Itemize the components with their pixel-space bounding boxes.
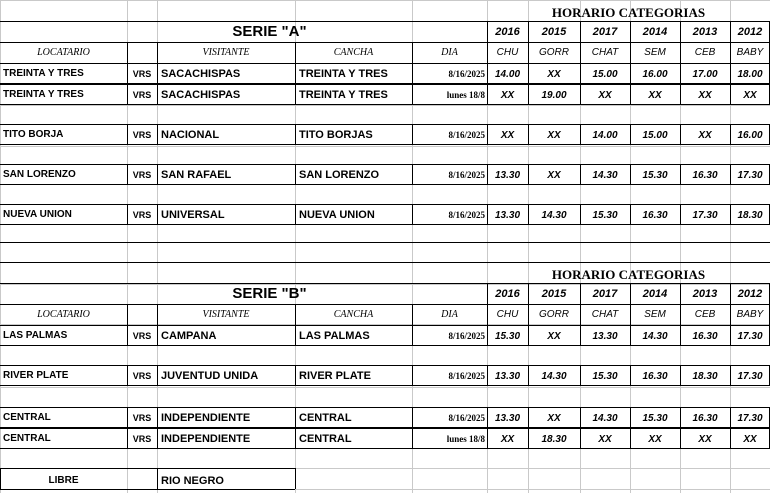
grid-hline bbox=[0, 224, 770, 225]
category-year: 2013 bbox=[692, 288, 718, 300]
match-time: XX bbox=[698, 90, 712, 101]
match-visitante: INDEPENDIENTE bbox=[161, 433, 251, 445]
category-name: BABY bbox=[736, 47, 764, 58]
category-name: SEM bbox=[644, 47, 666, 58]
grid-hline bbox=[0, 262, 770, 263]
category-name: CHU bbox=[496, 47, 519, 58]
match-time: XX bbox=[547, 69, 561, 80]
match-vrs: VRS bbox=[132, 371, 152, 381]
header-locatario: LOCATARIO bbox=[37, 47, 90, 58]
match-visitante: JUVENTUD UNIDA bbox=[161, 370, 259, 382]
match-time: 16.30 bbox=[692, 170, 718, 181]
series-title: SERIE "B" bbox=[232, 285, 307, 302]
match-time: 14.30 bbox=[592, 413, 618, 424]
libre-team: RIO NEGRO bbox=[161, 475, 224, 487]
grid-hline bbox=[0, 304, 770, 305]
grid-hline bbox=[0, 448, 770, 449]
match-cancha: LAS PALMAS bbox=[299, 330, 370, 342]
match-time: 14.00 bbox=[494, 69, 521, 80]
grid-vline bbox=[127, 42, 128, 63]
grid-hline bbox=[0, 325, 770, 326]
match-time: 16.30 bbox=[692, 331, 718, 342]
grid-vline bbox=[157, 468, 158, 489]
match-time: 13.30 bbox=[494, 210, 521, 221]
match-time: XX bbox=[648, 90, 662, 101]
match-time: 16.30 bbox=[642, 371, 668, 382]
match-cancha: TREINTA Y TRES bbox=[299, 89, 388, 101]
match-vrs: VRS bbox=[132, 331, 152, 341]
category-year: 2016 bbox=[495, 26, 520, 38]
grid-hline bbox=[0, 146, 770, 147]
match-cancha: CENTRAL bbox=[299, 433, 352, 445]
grid-hline bbox=[0, 489, 295, 490]
match-time: 17.30 bbox=[737, 170, 763, 181]
header-cancha: CANCHA bbox=[333, 47, 374, 58]
match-time: XX bbox=[547, 170, 561, 181]
grid-vline bbox=[157, 204, 158, 224]
match-time: 16.00 bbox=[737, 130, 763, 141]
match-locatario: LAS PALMAS bbox=[3, 330, 68, 341]
match-time: XX bbox=[547, 413, 561, 424]
match-visitante: SACACHISPAS bbox=[161, 89, 241, 101]
category-name: CHAT bbox=[591, 47, 619, 58]
match-cancha: NUEVA UNION bbox=[299, 209, 375, 221]
category-name: SEM bbox=[644, 309, 666, 320]
category-year: 2017 bbox=[592, 288, 618, 300]
match-time: XX bbox=[743, 434, 757, 445]
header-locatario: LOCATARIO bbox=[37, 309, 90, 320]
match-time: 13.30 bbox=[494, 170, 521, 181]
match-time: 15.00 bbox=[592, 69, 618, 80]
grid-vline bbox=[295, 325, 296, 345]
grid-hline bbox=[0, 428, 770, 429]
match-time: 17.30 bbox=[737, 331, 763, 342]
match-time: 18.00 bbox=[737, 69, 763, 80]
match-vrs: VRS bbox=[132, 130, 152, 140]
grid-vline bbox=[295, 468, 296, 489]
grid-hline bbox=[0, 385, 770, 386]
match-time: 15.30 bbox=[642, 170, 668, 181]
grid-hline bbox=[487, 21, 770, 22]
grid-vline bbox=[157, 84, 158, 104]
category-year: 2014 bbox=[642, 26, 668, 38]
grid-vline bbox=[127, 304, 128, 325]
category-name: CHU bbox=[496, 309, 519, 320]
grid-hline bbox=[0, 468, 295, 469]
header-cancha: CANCHA bbox=[333, 309, 374, 320]
grid-hline bbox=[0, 124, 770, 125]
match-cancha: RIVER PLATE bbox=[299, 370, 371, 382]
match-time: 13.30 bbox=[494, 413, 521, 424]
grid-hline bbox=[487, 283, 770, 284]
horario-categorias-title: HORARIO CATEGORIAS bbox=[551, 5, 706, 20]
match-cancha: SAN LORENZO bbox=[299, 169, 380, 181]
category-year: 2012 bbox=[737, 288, 763, 300]
match-time: XX bbox=[500, 130, 515, 141]
match-dia: 8/16/2025 bbox=[448, 371, 485, 381]
match-time: 13.30 bbox=[592, 331, 618, 342]
match-time: XX bbox=[598, 90, 612, 101]
header-dia: DIA bbox=[441, 47, 458, 58]
match-dia: 8/16/2025 bbox=[448, 130, 485, 140]
match-time: 17.30 bbox=[737, 413, 763, 424]
grid-vline bbox=[295, 124, 296, 144]
match-locatario: TITO BORJA bbox=[3, 129, 64, 140]
match-locatario: TREINTA Y TRES bbox=[3, 68, 84, 79]
header-dia: DIA bbox=[441, 309, 458, 320]
match-time: 15.30 bbox=[592, 210, 618, 221]
horario-categorias-title: HORARIO CATEGORIAS bbox=[551, 267, 706, 282]
category-year: 2014 bbox=[642, 288, 668, 300]
match-time: 17.30 bbox=[692, 210, 718, 221]
category-name: CEB bbox=[694, 309, 716, 320]
match-locatario: CENTRAL bbox=[3, 433, 51, 444]
match-time: 14.30 bbox=[541, 210, 567, 221]
match-time: 14.00 bbox=[592, 130, 618, 141]
grid-hline bbox=[0, 84, 770, 85]
match-time: XX bbox=[500, 434, 515, 445]
grid-hline bbox=[0, 204, 770, 205]
grid-hline bbox=[0, 104, 770, 105]
grid-vline bbox=[295, 84, 296, 104]
match-time: XX bbox=[698, 130, 712, 141]
grid-vline bbox=[157, 428, 158, 448]
match-vrs: VRS bbox=[132, 210, 152, 220]
libre-label: LIBRE bbox=[48, 475, 79, 486]
match-locatario: TREINTA Y TRES bbox=[3, 89, 84, 100]
match-dia: 8/16/2025 bbox=[448, 331, 485, 341]
category-year: 2013 bbox=[692, 26, 718, 38]
match-vrs: VRS bbox=[132, 170, 152, 180]
match-locatario: RIVER PLATE bbox=[3, 370, 69, 381]
match-time: XX bbox=[648, 434, 662, 445]
match-time: 13.30 bbox=[494, 371, 521, 382]
match-time: XX bbox=[698, 434, 712, 445]
match-dia: 8/16/2025 bbox=[448, 413, 485, 423]
match-time: 15.30 bbox=[642, 413, 668, 424]
grid-hline bbox=[0, 407, 770, 408]
category-year: 2017 bbox=[592, 26, 618, 38]
match-time: XX bbox=[743, 90, 757, 101]
grid-hline bbox=[0, 105, 770, 106]
category-year: 2016 bbox=[495, 288, 520, 300]
match-time: 16.30 bbox=[692, 413, 718, 424]
match-locatario: NUEVA UNION bbox=[3, 209, 72, 220]
match-time: 15.30 bbox=[592, 371, 618, 382]
match-time: 14.30 bbox=[642, 331, 668, 342]
match-visitante: SAN RAFAEL bbox=[161, 169, 232, 181]
category-name: CHAT bbox=[591, 309, 619, 320]
grid-hline bbox=[0, 0, 770, 1]
match-vrs: VRS bbox=[132, 413, 152, 423]
category-year: 2015 bbox=[541, 26, 567, 38]
grid-vline bbox=[295, 164, 296, 184]
category-name: GORR bbox=[539, 309, 569, 320]
grid-vline bbox=[0, 0, 1, 493]
category-year: 2012 bbox=[737, 26, 763, 38]
match-time: 18.30 bbox=[737, 210, 763, 221]
match-time: 18.30 bbox=[541, 434, 567, 445]
match-locatario: CENTRAL bbox=[3, 412, 51, 423]
match-cancha: CENTRAL bbox=[299, 412, 352, 424]
grid-vline bbox=[295, 204, 296, 224]
match-dia: 8/16/2025 bbox=[448, 210, 485, 220]
grid-vline bbox=[295, 407, 296, 427]
match-vrs: VRS bbox=[132, 69, 152, 79]
match-vrs: VRS bbox=[132, 90, 152, 100]
match-locatario: SAN LORENZO bbox=[3, 169, 76, 180]
grid-hline bbox=[0, 144, 770, 145]
match-time: 15.00 bbox=[642, 130, 668, 141]
match-vrs: VRS bbox=[132, 434, 152, 444]
header-visitante: VISITANTE bbox=[202, 309, 250, 320]
match-time: XX bbox=[500, 90, 515, 101]
match-time: 19.00 bbox=[541, 90, 567, 101]
match-time: 17.00 bbox=[692, 69, 718, 80]
grid-vline bbox=[157, 124, 158, 144]
grid-hline bbox=[0, 387, 770, 388]
grid-vline bbox=[295, 365, 296, 385]
match-visitante: CAMPANA bbox=[161, 330, 217, 342]
grid-hline bbox=[0, 242, 770, 243]
grid-hline bbox=[0, 164, 770, 165]
match-visitante: NACIONAL bbox=[161, 129, 220, 141]
match-time: 15.30 bbox=[494, 331, 521, 342]
match-visitante: INDEPENDIENTE bbox=[161, 412, 251, 424]
match-visitante: UNIVERSAL bbox=[161, 209, 225, 221]
grid-vline bbox=[157, 365, 158, 385]
category-name: BABY bbox=[736, 309, 764, 320]
match-visitante: SACACHISPAS bbox=[161, 68, 241, 80]
match-time: 16.00 bbox=[642, 69, 668, 80]
header-visitante: VISITANTE bbox=[202, 47, 250, 58]
grid-hline bbox=[0, 63, 770, 64]
category-year: 2015 bbox=[541, 288, 567, 300]
match-dia: lunes 18/8 bbox=[446, 434, 485, 444]
grid-vline bbox=[295, 428, 296, 448]
match-time: 17.30 bbox=[737, 371, 763, 382]
grid-vline bbox=[157, 63, 158, 83]
match-dia: 8/16/2025 bbox=[448, 170, 485, 180]
grid-hline bbox=[0, 42, 770, 43]
grid-vline bbox=[157, 164, 158, 184]
grid-hline bbox=[0, 365, 770, 366]
match-dia: 8/16/2025 bbox=[448, 69, 485, 79]
grid-hline bbox=[0, 184, 770, 185]
match-cancha: TREINTA Y TRES bbox=[299, 68, 388, 80]
grid-vline bbox=[157, 325, 158, 345]
match-time: 14.30 bbox=[541, 371, 567, 382]
match-cancha: TITO BORJAS bbox=[299, 129, 373, 141]
category-name: GORR bbox=[539, 47, 569, 58]
match-time: XX bbox=[598, 434, 612, 445]
match-time: 14.30 bbox=[592, 170, 618, 181]
category-name: CEB bbox=[694, 47, 716, 58]
series-title: SERIE "A" bbox=[232, 23, 307, 40]
grid-vline bbox=[295, 63, 296, 83]
match-time: 16.30 bbox=[642, 210, 668, 221]
grid-hline bbox=[0, 345, 770, 346]
match-dia: lunes 18/8 bbox=[446, 90, 485, 100]
match-time: XX bbox=[547, 331, 561, 342]
grid-vline bbox=[157, 407, 158, 427]
match-time: 18.30 bbox=[692, 371, 718, 382]
match-time: XX bbox=[547, 130, 561, 141]
grid-hline bbox=[0, 284, 770, 285]
